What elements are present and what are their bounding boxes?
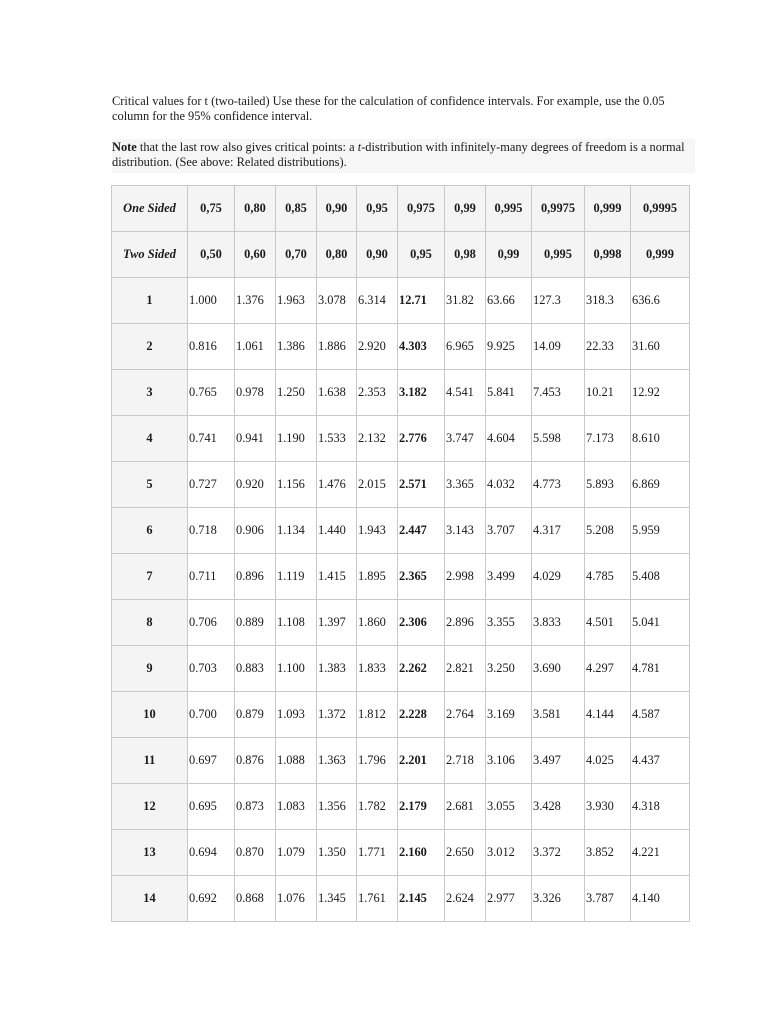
critical-value-cell: 2.160: [398, 830, 445, 876]
critical-value-cell: 0.873: [235, 784, 276, 830]
critical-value-cell: 4.785: [585, 554, 631, 600]
critical-value-cell: 4.025: [585, 738, 631, 784]
critical-value-cell: 1.476: [317, 462, 357, 508]
critical-value-cell: 4.297: [585, 646, 631, 692]
critical-value-cell: 3.930: [585, 784, 631, 830]
degrees-of-freedom-cell: 5: [112, 462, 188, 508]
critical-value-cell: 0.697: [188, 738, 235, 784]
degrees-of-freedom-cell: 11: [112, 738, 188, 784]
two-sided-header-cell: 0,99: [486, 232, 532, 278]
degrees-of-freedom-cell: 10: [112, 692, 188, 738]
critical-value-cell: 2.262: [398, 646, 445, 692]
critical-value-cell: 1.415: [317, 554, 357, 600]
note-lead: Note: [112, 140, 137, 154]
critical-value-cell: 1.079: [276, 830, 317, 876]
two-sided-header: [112, 232, 690, 278]
critical-value-cell: 0.868: [235, 876, 276, 922]
critical-value-cell: 1.356: [317, 784, 357, 830]
critical-value-cell: 3.182: [398, 370, 445, 416]
critical-value-cell: 1.190: [276, 416, 317, 462]
critical-value-cell: 2.201: [398, 738, 445, 784]
critical-value-cell: 4.781: [631, 646, 690, 692]
one-sided-header-cell: 0,95: [357, 186, 398, 232]
critical-value-cell: 1.076: [276, 876, 317, 922]
two-sided-header-cell: 0,999: [631, 232, 690, 278]
degrees-of-freedom-cell: 3: [112, 370, 188, 416]
critical-value-cell: 2.920: [357, 324, 398, 370]
critical-value-cell: 1.886: [317, 324, 357, 370]
critical-value-cell: 0.718: [188, 508, 235, 554]
critical-value-cell: 3.581: [532, 692, 585, 738]
two-sided-header-cell: 0,70: [276, 232, 317, 278]
critical-value-cell: 1.386: [276, 324, 317, 370]
critical-value-cell: 0.883: [235, 646, 276, 692]
critical-value-cell: 1.083: [276, 784, 317, 830]
two-sided-header-cell: 0,50: [188, 232, 235, 278]
one-sided-header-cell: 0,75: [188, 186, 235, 232]
note-t-symbol: t: [357, 140, 362, 154]
critical-value-cell: 1.383: [317, 646, 357, 692]
note-paragraph: [112, 139, 695, 173]
critical-value-cell: 2.624: [445, 876, 486, 922]
two-sided-header-cell: 0,998: [585, 232, 631, 278]
critical-value-cell: 3.499: [486, 554, 532, 600]
critical-value-cell: 1.376: [235, 278, 276, 324]
one-sided-header-cell: 0,90: [317, 186, 357, 232]
critical-value-cell: 1.000: [188, 278, 235, 324]
critical-value-cell: 1.093: [276, 692, 317, 738]
one-sided-header-cell: 0,999: [585, 186, 631, 232]
critical-value-cell: 1.963: [276, 278, 317, 324]
two-sided-header-cell: 0,90: [357, 232, 398, 278]
critical-value-cell: 4.604: [486, 416, 532, 462]
critical-value-cell: 3.326: [532, 876, 585, 922]
table-row: [112, 462, 690, 508]
critical-value-cell: 3.143: [445, 508, 486, 554]
critical-value-cell: 0.896: [235, 554, 276, 600]
critical-value-cell: 63.66: [486, 278, 532, 324]
critical-value-cell: 7.453: [532, 370, 585, 416]
critical-value-cell: 2.447: [398, 508, 445, 554]
critical-value-cell: 3.012: [486, 830, 532, 876]
degrees-of-freedom-cell: 13: [112, 830, 188, 876]
critical-value-cell: 3.428: [532, 784, 585, 830]
critical-value-cell: 1.363: [317, 738, 357, 784]
critical-value-cell: 1.397: [317, 600, 357, 646]
table-row: [112, 508, 690, 554]
critical-value-cell: 22.33: [585, 324, 631, 370]
one-sided-header-cell: 0,9995: [631, 186, 690, 232]
table-row: [112, 416, 690, 462]
note-text-before: that the last row also gives critical points: a: [136, 140, 358, 154]
critical-value-cell: 1.782: [357, 784, 398, 830]
critical-value-cell: 1.533: [317, 416, 357, 462]
critical-value-cell: 3.497: [532, 738, 585, 784]
critical-value-cell: 0.978: [235, 370, 276, 416]
critical-value-cell: 3.707: [486, 508, 532, 554]
critical-value-cell: 8.610: [631, 416, 690, 462]
critical-value-cell: 0.920: [235, 462, 276, 508]
critical-value-cell: 0.727: [188, 462, 235, 508]
critical-value-cell: 2.718: [445, 738, 486, 784]
critical-value-cell: 5.041: [631, 600, 690, 646]
two-sided-header-cell: 0,60: [235, 232, 276, 278]
critical-value-cell: 1.119: [276, 554, 317, 600]
critical-value-cell: 2.132: [357, 416, 398, 462]
table-row: [112, 554, 690, 600]
critical-value-cell: 4.437: [631, 738, 690, 784]
critical-value-cell: 5.841: [486, 370, 532, 416]
two-sided-header-cell: 0,98: [445, 232, 486, 278]
one-sided-header-cell: 0,995: [486, 186, 532, 232]
critical-value-cell: 318.3: [585, 278, 631, 324]
critical-value-cell: 0.889: [235, 600, 276, 646]
degrees-of-freedom-cell: 7: [112, 554, 188, 600]
critical-value-cell: 0.706: [188, 600, 235, 646]
critical-value-cell: 6.965: [445, 324, 486, 370]
critical-value-cell: 10.21: [585, 370, 631, 416]
critical-value-cell: 0.694: [188, 830, 235, 876]
one-sided-header: [112, 186, 690, 232]
critical-value-cell: 1.638: [317, 370, 357, 416]
critical-value-cell: 2.145: [398, 876, 445, 922]
critical-value-cell: 2.764: [445, 692, 486, 738]
critical-value-cell: 5.208: [585, 508, 631, 554]
table-row: [112, 738, 690, 784]
critical-value-cell: 1.796: [357, 738, 398, 784]
one-sided-header-cell: 0,99: [445, 186, 486, 232]
critical-value-cell: 3.355: [486, 600, 532, 646]
critical-value-cell: 127.3: [532, 278, 585, 324]
critical-value-cell: 5.408: [631, 554, 690, 600]
critical-value-cell: 0.692: [188, 876, 235, 922]
critical-value-cell: 3.833: [532, 600, 585, 646]
critical-value-cell: 5.893: [585, 462, 631, 508]
critical-value-cell: 2.179: [398, 784, 445, 830]
critical-value-cell: 6.869: [631, 462, 690, 508]
critical-value-cell: 4.303: [398, 324, 445, 370]
critical-value-cell: 2.353: [357, 370, 398, 416]
critical-value-cell: 1.860: [357, 600, 398, 646]
critical-value-cell: 31.82: [445, 278, 486, 324]
critical-value-cell: 4.317: [532, 508, 585, 554]
critical-value-cell: 14.09: [532, 324, 585, 370]
degrees-of-freedom-cell: 8: [112, 600, 188, 646]
table-row: [112, 324, 690, 370]
intro-paragraph: Critical values for t (two-tailed) Use these for the calculation of confidence intervals. For example, use the 0.05 column for the 95% confidence interval.: [112, 94, 665, 123]
two-sided-header-label: Two Sided: [112, 232, 188, 278]
critical-value-cell: 4.541: [445, 370, 486, 416]
critical-value-cell: 4.029: [532, 554, 585, 600]
critical-value-cell: 12.71: [398, 278, 445, 324]
critical-value-cell: 2.306: [398, 600, 445, 646]
note-text-after: -distribution with infinitely-many degrees of freedom is a normal distribution. (See above: Related distributions).: [112, 140, 685, 170]
critical-value-cell: 2.571: [398, 462, 445, 508]
critical-value-cell: 3.365: [445, 462, 486, 508]
critical-value-cell: 1.350: [317, 830, 357, 876]
critical-value-cell: 3.250: [486, 646, 532, 692]
critical-value-cell: 2.977: [486, 876, 532, 922]
critical-value-cell: 2.998: [445, 554, 486, 600]
table-row: [112, 692, 690, 738]
critical-value-cell: 5.598: [532, 416, 585, 462]
critical-value-cell: 4.773: [532, 462, 585, 508]
critical-value-cell: 4.144: [585, 692, 631, 738]
critical-value-cell: 3.690: [532, 646, 585, 692]
critical-value-cell: 6.314: [357, 278, 398, 324]
two-sided-header-cell: 0,80: [317, 232, 357, 278]
one-sided-header-label: One Sided: [112, 186, 188, 232]
table-row: [112, 830, 690, 876]
critical-value-cell: 1.372: [317, 692, 357, 738]
critical-value-cell: 3.747: [445, 416, 486, 462]
critical-value-cell: 2.650: [445, 830, 486, 876]
critical-value-cell: 0.695: [188, 784, 235, 830]
critical-value-cell: 1.156: [276, 462, 317, 508]
critical-value-cell: 9.925: [486, 324, 532, 370]
critical-value-cell: 1.345: [317, 876, 357, 922]
critical-value-cell: 7.173: [585, 416, 631, 462]
critical-value-cell: 1.061: [235, 324, 276, 370]
t-distribution-table: [111, 185, 690, 922]
table-row: [112, 784, 690, 830]
critical-value-cell: 1.943: [357, 508, 398, 554]
critical-value-cell: 4.318: [631, 784, 690, 830]
critical-value-cell: 12.92: [631, 370, 690, 416]
critical-value-cell: 2.681: [445, 784, 486, 830]
critical-value-cell: 0.711: [188, 554, 235, 600]
critical-value-cell: 0.879: [235, 692, 276, 738]
degrees-of-freedom-cell: 12: [112, 784, 188, 830]
one-sided-header-cell: 0,80: [235, 186, 276, 232]
critical-value-cell: 1.812: [357, 692, 398, 738]
critical-value-cell: 1.895: [357, 554, 398, 600]
critical-value-cell: 1.250: [276, 370, 317, 416]
critical-value-cell: 2.365: [398, 554, 445, 600]
table-row: [112, 876, 690, 922]
critical-value-cell: 4.221: [631, 830, 690, 876]
critical-value-cell: 1.440: [317, 508, 357, 554]
degrees-of-freedom-cell: 14: [112, 876, 188, 922]
critical-value-cell: 4.501: [585, 600, 631, 646]
critical-value-cell: 0.700: [188, 692, 235, 738]
table-row: [112, 600, 690, 646]
critical-value-cell: 5.959: [631, 508, 690, 554]
critical-value-cell: 0.765: [188, 370, 235, 416]
critical-value-cell: 0.941: [235, 416, 276, 462]
one-sided-header-cell: 0,85: [276, 186, 317, 232]
critical-value-cell: 2.228: [398, 692, 445, 738]
critical-value-cell: 1.108: [276, 600, 317, 646]
critical-value-cell: 2.015: [357, 462, 398, 508]
critical-value-cell: 0.906: [235, 508, 276, 554]
critical-value-cell: 1.088: [276, 738, 317, 784]
critical-value-cell: 0.870: [235, 830, 276, 876]
critical-value-cell: 3.078: [317, 278, 357, 324]
two-sided-header-cell: 0,95: [398, 232, 445, 278]
table-row: [112, 278, 690, 324]
critical-value-cell: 2.896: [445, 600, 486, 646]
critical-value-cell: 2.776: [398, 416, 445, 462]
critical-value-cell: 3.787: [585, 876, 631, 922]
two-sided-header-cell: 0,995: [532, 232, 585, 278]
critical-value-cell: 1.771: [357, 830, 398, 876]
degrees-of-freedom-cell: 1: [112, 278, 188, 324]
critical-value-cell: 3.106: [486, 738, 532, 784]
degrees-of-freedom-cell: 9: [112, 646, 188, 692]
table-row: [112, 646, 690, 692]
one-sided-header-cell: 0,975: [398, 186, 445, 232]
critical-value-cell: 1.134: [276, 508, 317, 554]
table-row: [112, 370, 690, 416]
critical-value-cell: 2.821: [445, 646, 486, 692]
critical-value-cell: 1.100: [276, 646, 317, 692]
critical-value-cell: 0.876: [235, 738, 276, 784]
critical-value-cell: 3.852: [585, 830, 631, 876]
degrees-of-freedom-cell: 6: [112, 508, 188, 554]
critical-value-cell: 3.372: [532, 830, 585, 876]
critical-value-cell: 4.032: [486, 462, 532, 508]
critical-value-cell: 3.055: [486, 784, 532, 830]
critical-value-cell: 31.60: [631, 324, 690, 370]
critical-value-cell: 1.761: [357, 876, 398, 922]
critical-value-cell: 0.816: [188, 324, 235, 370]
degrees-of-freedom-cell: 4: [112, 416, 188, 462]
critical-value-cell: 3.169: [486, 692, 532, 738]
critical-value-cell: 1.833: [357, 646, 398, 692]
critical-value-cell: 4.587: [631, 692, 690, 738]
one-sided-header-cell: 0,9975: [532, 186, 585, 232]
critical-value-cell: 0.703: [188, 646, 235, 692]
critical-value-cell: 0.741: [188, 416, 235, 462]
degrees-of-freedom-cell: 2: [112, 324, 188, 370]
critical-value-cell: 636.6: [631, 278, 690, 324]
critical-value-cell: 4.140: [631, 876, 690, 922]
